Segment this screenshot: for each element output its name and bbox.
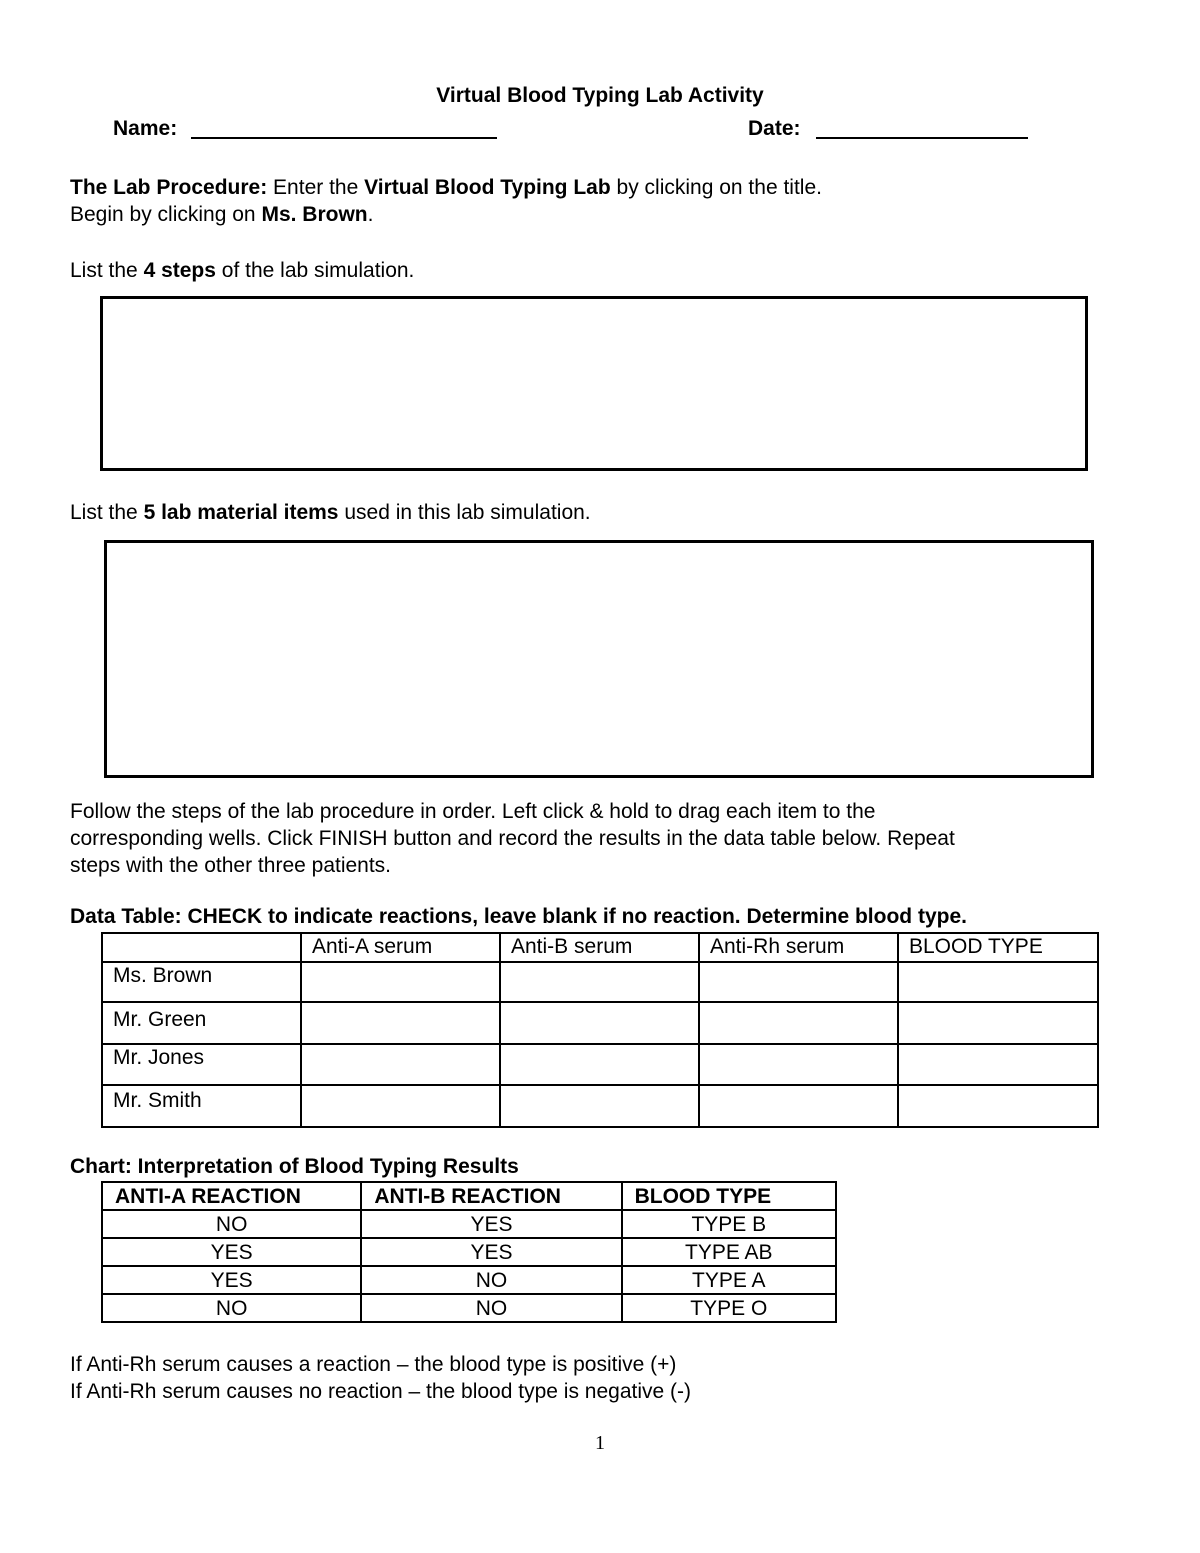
page-number: 1: [595, 1432, 605, 1454]
column-header-anti-a-reaction: ANTI-A REACTION: [102, 1182, 361, 1210]
table-row: [102, 1210, 836, 1238]
steps-prompt: List the 4 steps of the lab simulation.: [70, 259, 415, 282]
patient-name: Mr. Jones: [102, 1044, 301, 1085]
anti-rh-cell[interactable]: [699, 1044, 898, 1085]
page-title: Virtual Blood Typing Lab Activity: [436, 84, 764, 107]
interpretation-chart: [101, 1181, 837, 1323]
table-row: [102, 1044, 1098, 1085]
table-cell: NO: [361, 1294, 621, 1322]
anti-b-cell[interactable]: [500, 1044, 699, 1085]
blood-type-cell[interactable]: [898, 1002, 1098, 1044]
anti-a-cell[interactable]: [301, 1044, 500, 1085]
anti-rh-cell[interactable]: [699, 962, 898, 1002]
patient-name: Ms. Brown: [102, 962, 301, 1002]
date-field[interactable]: [816, 137, 1028, 139]
procedure-section: The Lab Procedure: Enter the Virtual Blood Typing Lab by clicking on the title. Begin by clicking on Ms. Brown.: [70, 176, 822, 226]
table-cell: YES: [361, 1238, 621, 1266]
anti-b-cell[interactable]: [500, 1085, 699, 1127]
table-row: [102, 1238, 836, 1266]
rh-negative-note: If Anti-Rh serum causes no reaction – the blood type is negative (-): [70, 1380, 691, 1403]
materials-answer-box[interactable]: [104, 540, 1094, 778]
table-cell: NO: [102, 1210, 361, 1238]
blood-type-cell[interactable]: [898, 1085, 1098, 1127]
table-row: [102, 1002, 1098, 1044]
column-header-anti-b-reaction: ANTI-B REACTION: [361, 1182, 621, 1210]
table-cell: TYPE B: [622, 1210, 836, 1238]
column-header-blood-type: BLOOD TYPE: [898, 933, 1098, 962]
anti-a-cell[interactable]: [301, 1085, 500, 1127]
patient-name: Mr. Green: [102, 1002, 301, 1044]
materials-prompt: List the 5 lab material items used in this lab simulation.: [70, 501, 591, 524]
chart-heading: Chart: Interpretation of Blood Typing Results: [70, 1155, 519, 1178]
table-cell: YES: [361, 1210, 621, 1238]
anti-a-cell[interactable]: [301, 1002, 500, 1044]
table-row: [102, 962, 1098, 1002]
chart-header-row: [102, 1182, 836, 1210]
date-label: Date:: [748, 117, 801, 140]
rh-notes: [70, 1351, 691, 1405]
column-header: [102, 933, 301, 962]
column-header-anti-b: Anti-B serum: [500, 933, 699, 962]
lab-name: Virtual Blood Typing Lab: [364, 176, 611, 199]
table-row: [102, 1085, 1098, 1127]
table-row: [102, 1266, 836, 1294]
anti-b-cell[interactable]: [500, 1002, 699, 1044]
table-cell: NO: [361, 1266, 621, 1294]
column-header-blood-type: BLOOD TYPE: [622, 1182, 836, 1210]
table-cell: YES: [102, 1238, 361, 1266]
data-table-heading: Data Table: CHECK to indicate reactions, leave blank if no reaction. Determine blood type.: [70, 905, 967, 928]
anti-rh-cell[interactable]: [699, 1002, 898, 1044]
column-header-anti-a: Anti-A serum: [301, 933, 500, 962]
anti-a-cell[interactable]: [301, 962, 500, 1002]
procedure-label: The Lab Procedure:: [70, 176, 268, 199]
table-cell: TYPE AB: [622, 1238, 836, 1266]
data-table: [101, 932, 1099, 1128]
table-cell: TYPE O: [622, 1294, 836, 1322]
name-field[interactable]: [191, 137, 497, 139]
patient-name-ms-brown: Ms. Brown: [261, 203, 368, 226]
name-label: Name:: [113, 117, 178, 140]
data-table-header-row: [102, 933, 1098, 962]
anti-rh-cell[interactable]: [699, 1085, 898, 1127]
table-cell: YES: [102, 1266, 361, 1294]
table-cell: NO: [102, 1294, 361, 1322]
steps-answer-box[interactable]: [100, 296, 1088, 471]
blood-type-cell[interactable]: [898, 1044, 1098, 1085]
column-header-anti-rh: Anti-Rh serum: [699, 933, 898, 962]
patient-name: Mr. Smith: [102, 1085, 301, 1127]
blood-type-cell[interactable]: [898, 962, 1098, 1002]
table-cell: TYPE A: [622, 1266, 836, 1294]
table-row: [102, 1294, 836, 1322]
instructions: Follow the steps of the lab procedure in order. Left click & hold to drag each item to the corresponding wells. Click FINISH button and record the results in the data table below. Repeat steps with the other three patients.: [70, 800, 955, 877]
rh-positive-note: If Anti-Rh serum causes a reaction – the blood type is positive (+): [70, 1353, 677, 1376]
anti-b-cell[interactable]: [500, 962, 699, 1002]
